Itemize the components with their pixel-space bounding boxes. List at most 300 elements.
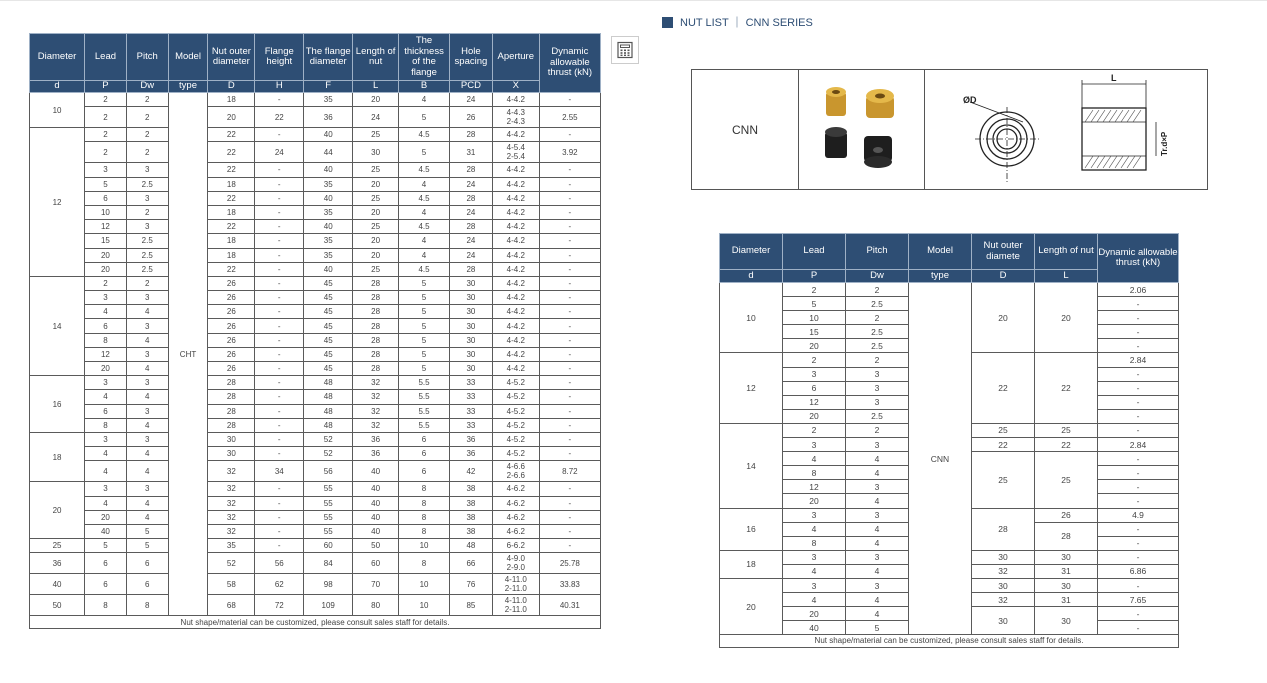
cht-flange-thickness-cell: 6 xyxy=(399,432,450,446)
cht-flange-thickness-cell: 5 xyxy=(399,107,450,128)
cht-lead-cell: 6 xyxy=(85,404,127,418)
cht-flange-diameter-cell: 45 xyxy=(304,291,353,305)
cht-length-cell: 20 xyxy=(353,205,399,219)
cnn-pitch-cell: 4 xyxy=(846,564,909,578)
cht-hole-spacing-cell: 42 xyxy=(450,461,493,482)
nut-photo-icon xyxy=(798,70,925,189)
cnn-diameter-cell: 14 xyxy=(720,423,783,508)
cht-customize-note: Nut shape/material can be customized, please consult sales staff for details. xyxy=(30,616,601,629)
cht-length-cell: 36 xyxy=(353,447,399,461)
cnn-length-cell: 22 xyxy=(1035,353,1098,423)
cht-length-cell: 40 xyxy=(353,461,399,482)
cht-row xyxy=(30,432,601,446)
cht-outer-diameter-cell: 32 xyxy=(208,496,255,510)
cht-row xyxy=(30,347,601,361)
cht-length-cell: 30 xyxy=(353,142,399,163)
cht-length-cell: 25 xyxy=(353,262,399,276)
cht-thrust-cell: - xyxy=(539,177,600,191)
cnn-lead-cell: 5 xyxy=(783,297,846,311)
cnn-pitch-cell: 3 xyxy=(846,367,909,381)
cht-length-cell: 28 xyxy=(353,291,399,305)
cht-pitch-cell: 2 xyxy=(126,128,168,142)
cht-outer-diameter-cell: 18 xyxy=(208,234,255,248)
cnn-outer-diameter-cell: 30 xyxy=(972,578,1035,592)
cnn-length-cell: 30 xyxy=(1035,550,1098,564)
cht-row xyxy=(30,93,601,107)
cnn-pitch-cell: 4 xyxy=(846,522,909,536)
cnn-thrust-cell: - xyxy=(1098,607,1179,621)
cht-diameter-cell: 50 xyxy=(30,595,85,616)
cht-aperture-cell: 4-9.0 2-9.0 xyxy=(492,553,539,574)
cht-row xyxy=(30,553,601,574)
cht-length-cell: 20 xyxy=(353,177,399,191)
cnn-pitch-cell: 3 xyxy=(846,438,909,452)
cht-outer-diameter-cell: 26 xyxy=(208,291,255,305)
cht-flange-thickness-cell: 8 xyxy=(399,510,450,524)
cnn-pitch-cell: 2 xyxy=(846,283,909,297)
cht-pitch-cell: 4 xyxy=(126,333,168,347)
cht-flange-diameter-cell: 45 xyxy=(304,319,353,333)
cnn-thrust-cell: - xyxy=(1098,466,1179,480)
cht-hole-spacing-cell: 24 xyxy=(450,177,493,191)
cht-outer-diameter-cell: 26 xyxy=(208,347,255,361)
cht-pitch-cell: 3 xyxy=(126,163,168,177)
cht-flange-height-cell: - xyxy=(255,319,304,333)
cht-thrust-cell: - xyxy=(539,262,600,276)
cht-pitch-cell: 3 xyxy=(126,319,168,333)
cnn-pitch-cell: 4 xyxy=(846,494,909,508)
cht-flange-height-cell: - xyxy=(255,333,304,347)
cnn-thrust-cell: - xyxy=(1098,409,1179,423)
cht-pitch-cell: 2.5 xyxy=(126,177,168,191)
cht-outer-diameter-cell: 26 xyxy=(208,362,255,376)
cht-hole-spacing-cell: 24 xyxy=(450,248,493,262)
cnn-thrust-cell: - xyxy=(1098,297,1179,311)
cht-lead-cell: 8 xyxy=(85,333,127,347)
sym-p: P xyxy=(85,81,127,93)
cnn-diameter-cell: 18 xyxy=(720,550,783,578)
cht-flange-diameter-cell: 44 xyxy=(304,142,353,163)
cht-flange-thickness-cell: 5 xyxy=(399,319,450,333)
cht-hole-spacing-cell: 28 xyxy=(450,128,493,142)
cnn-lead-cell: 20 xyxy=(783,409,846,423)
cht-outer-diameter-cell: 28 xyxy=(208,404,255,418)
calculator-button[interactable] xyxy=(611,36,639,64)
cht-aperture-cell: 4-4.2 xyxy=(492,305,539,319)
cht-pitch-cell: 4 xyxy=(126,447,168,461)
cht-pitch-cell: 2.5 xyxy=(126,262,168,276)
cht-pitch-cell: 8 xyxy=(126,595,168,616)
cht-pitch-cell: 3 xyxy=(126,376,168,390)
cnn-header-row xyxy=(720,234,1179,270)
cnn-lead-cell: 3 xyxy=(783,550,846,564)
cnn-thrust-cell: - xyxy=(1098,395,1179,409)
cnn-pitch-cell: 2.5 xyxy=(846,297,909,311)
cht-outer-diameter-cell: 28 xyxy=(208,418,255,432)
cnn-model-cell: CNN xyxy=(909,283,972,635)
cnn-pitch-cell: 3 xyxy=(846,508,909,522)
cnn-lead-cell: 4 xyxy=(783,564,846,578)
cht-lead-cell: 2 xyxy=(85,276,127,290)
cht-hole-spacing-cell: 30 xyxy=(450,276,493,290)
cnn-thrust-cell: - xyxy=(1098,621,1179,635)
sym-d: d xyxy=(30,81,85,93)
cht-lead-cell: 20 xyxy=(85,262,127,276)
cht-flange-thickness-cell: 4.5 xyxy=(399,128,450,142)
cht-aperture-cell: 4-4.2 xyxy=(492,205,539,219)
cnn-pitch-cell: 3 xyxy=(846,550,909,564)
cht-outer-diameter-cell: 22 xyxy=(208,142,255,163)
cnn-lead-cell: 12 xyxy=(783,395,846,409)
cnn-sym-type: type xyxy=(909,270,972,283)
cht-thrust-cell: - xyxy=(539,128,600,142)
cht-flange-thickness-cell: 10 xyxy=(399,574,450,595)
cnn-pitch-cell: 2.5 xyxy=(846,409,909,423)
cht-hole-spacing-cell: 38 xyxy=(450,524,493,538)
cht-flange-height-cell: - xyxy=(255,539,304,553)
cht-flange-thickness-cell: 5 xyxy=(399,347,450,361)
cht-thrust-cell: 33.83 xyxy=(539,574,600,595)
cht-thrust-cell: 3.92 xyxy=(539,142,600,163)
cht-length-cell: 28 xyxy=(353,362,399,376)
cht-hole-spacing-cell: 30 xyxy=(450,333,493,347)
cht-thrust-cell: - xyxy=(539,205,600,219)
cht-length-cell: 40 xyxy=(353,510,399,524)
cht-length-cell: 28 xyxy=(353,319,399,333)
cht-row xyxy=(30,539,601,553)
cnn-diameter-cell: 10 xyxy=(720,283,783,353)
top-divider xyxy=(0,0,1267,1)
cnn-sym-L: L xyxy=(1035,270,1098,283)
cht-flange-thickness-cell: 6 xyxy=(399,447,450,461)
cht-row xyxy=(30,319,601,333)
cht-flange-diameter-cell: 35 xyxy=(304,234,353,248)
cht-pitch-cell: 5 xyxy=(126,524,168,538)
cht-nut-table xyxy=(29,33,601,629)
cnn-table-body xyxy=(720,283,1179,635)
cht-row xyxy=(30,177,601,191)
col-aperture: Aperture xyxy=(492,34,539,81)
cht-flange-diameter-cell: 40 xyxy=(304,191,353,205)
cht-thrust-cell: - xyxy=(539,390,600,404)
cht-outer-diameter-cell: 22 xyxy=(208,128,255,142)
cht-diameter-cell: 25 xyxy=(30,539,85,553)
cht-length-cell: 80 xyxy=(353,595,399,616)
cht-pitch-cell: 6 xyxy=(126,553,168,574)
cht-lead-cell: 2 xyxy=(85,142,127,163)
cht-thrust-cell: - xyxy=(539,191,600,205)
cnn-lead-cell: 3 xyxy=(783,508,846,522)
cnn-lead-cell: 40 xyxy=(783,621,846,635)
cnn-col-pitch: Pitch xyxy=(846,234,909,270)
cnn-lead-cell: 4 xyxy=(783,522,846,536)
cnn-thrust-cell: - xyxy=(1098,536,1179,550)
cht-hole-spacing-cell: 38 xyxy=(450,496,493,510)
cht-lead-cell: 3 xyxy=(85,376,127,390)
cht-length-cell: 20 xyxy=(353,93,399,107)
cht-aperture-cell: 4-5.2 xyxy=(492,404,539,418)
cnn-lead-cell: 2 xyxy=(783,353,846,367)
cht-hole-spacing-cell: 28 xyxy=(450,191,493,205)
sym-B: B xyxy=(399,81,450,93)
cht-flange-height-cell: - xyxy=(255,128,304,142)
cht-aperture-cell: 4-4.2 xyxy=(492,333,539,347)
cht-hole-spacing-cell: 30 xyxy=(450,291,493,305)
sym-dw: Dw xyxy=(126,81,168,93)
cht-diameter-cell: 16 xyxy=(30,376,85,433)
cht-hole-spacing-cell: 76 xyxy=(450,574,493,595)
cnn-col-lead: Lead xyxy=(783,234,846,270)
cht-flange-height-cell: 62 xyxy=(255,574,304,595)
cht-aperture-cell: 4-5.2 xyxy=(492,432,539,446)
cnn-thrust-cell: 2.84 xyxy=(1098,438,1179,452)
cht-model-cell: CHT xyxy=(168,93,208,616)
cht-flange-thickness-cell: 5 xyxy=(399,333,450,347)
cnn-thrust-cell: - xyxy=(1098,381,1179,395)
cht-length-cell: 40 xyxy=(353,496,399,510)
cht-flange-diameter-cell: 40 xyxy=(304,220,353,234)
cnn-outer-diameter-cell: 32 xyxy=(972,564,1035,578)
cht-lead-cell: 4 xyxy=(85,496,127,510)
cht-length-cell: 40 xyxy=(353,482,399,496)
col-flange-thickness: The thickness of the flange xyxy=(399,34,450,81)
cht-length-cell: 32 xyxy=(353,404,399,418)
cht-outer-diameter-cell: 18 xyxy=(208,248,255,262)
cht-row xyxy=(30,595,601,616)
cnn-note-row xyxy=(720,635,1179,648)
cnn-lead-cell: 20 xyxy=(783,494,846,508)
cht-lead-cell: 4 xyxy=(85,447,127,461)
cnn-thrust-cell: - xyxy=(1098,550,1179,564)
cnn-thrust-cell: - xyxy=(1098,339,1179,353)
sym-type: type xyxy=(168,81,208,93)
cnn-lead-cell: 20 xyxy=(783,607,846,621)
cht-row xyxy=(30,574,601,595)
cnn-thrust-cell: 4.9 xyxy=(1098,508,1179,522)
cnn-sym-dw: Dw xyxy=(846,270,909,283)
cnn-outer-diameter-cell: 20 xyxy=(972,283,1035,353)
cht-flange-diameter-cell: 45 xyxy=(304,305,353,319)
cnn-pitch-cell: 2 xyxy=(846,353,909,367)
cht-flange-thickness-cell: 5 xyxy=(399,142,450,163)
cht-length-cell: 28 xyxy=(353,333,399,347)
cht-aperture-cell: 4-4.2 xyxy=(492,191,539,205)
cht-flange-diameter-cell: 35 xyxy=(304,93,353,107)
cnn-outer-diameter-cell: 28 xyxy=(972,508,1035,550)
cht-hole-spacing-cell: 85 xyxy=(450,595,493,616)
cht-hole-spacing-cell: 66 xyxy=(450,553,493,574)
cnn-outer-diameter-cell: 30 xyxy=(972,607,1035,635)
cht-thrust-cell: - xyxy=(539,93,600,107)
cnn-pitch-cell: 4 xyxy=(846,466,909,480)
series-title-text: NUT LIST ｜ CNN SERIES xyxy=(680,17,813,29)
cnn-lead-cell: 15 xyxy=(783,325,846,339)
cht-flange-diameter-cell: 55 xyxy=(304,482,353,496)
cht-outer-diameter-cell: 30 xyxy=(208,432,255,446)
cht-aperture-cell: 4-4.2 xyxy=(492,276,539,290)
cht-row xyxy=(30,248,601,262)
cht-diameter-cell: 10 xyxy=(30,93,85,128)
cnn-pitch-cell: 2 xyxy=(846,311,909,325)
sym-pcd: PCD xyxy=(450,81,493,93)
cht-row xyxy=(30,333,601,347)
cht-thrust-cell: - xyxy=(539,305,600,319)
cht-thrust-cell: 2.55 xyxy=(539,107,600,128)
cnn-thrust-cell: - xyxy=(1098,452,1179,466)
cht-row xyxy=(30,482,601,496)
cht-flange-height-cell: - xyxy=(255,482,304,496)
cht-length-cell: 32 xyxy=(353,390,399,404)
cht-outer-diameter-cell: 18 xyxy=(208,177,255,191)
cht-length-cell: 25 xyxy=(353,163,399,177)
cht-note-row xyxy=(30,616,601,629)
cnn-col-dynamic-thrust: Dynamic allowable thrust (kN) xyxy=(1098,234,1179,283)
cht-thrust-cell: - xyxy=(539,248,600,262)
cht-flange-diameter-cell: 55 xyxy=(304,496,353,510)
cht-flange-diameter-cell: 55 xyxy=(304,524,353,538)
cnn-lead-cell: 10 xyxy=(783,311,846,325)
sym-H: H xyxy=(255,81,304,93)
cht-hole-spacing-cell: 28 xyxy=(450,163,493,177)
cht-thrust-cell: - xyxy=(539,432,600,446)
cht-aperture-cell: 4-4.2 xyxy=(492,262,539,276)
cnn-pitch-cell: 4 xyxy=(846,593,909,607)
cht-row xyxy=(30,418,601,432)
cht-outer-diameter-cell: 22 xyxy=(208,191,255,205)
cht-pitch-cell: 2 xyxy=(126,142,168,163)
calculator-icon xyxy=(616,41,634,59)
cnn-sym-D: D xyxy=(972,270,1035,283)
cht-header-row xyxy=(30,34,601,81)
cht-aperture-cell: 4-11.0 2-11.0 xyxy=(492,595,539,616)
cht-row xyxy=(30,262,601,276)
cht-row xyxy=(30,276,601,290)
cht-length-cell: 60 xyxy=(353,553,399,574)
cht-pitch-cell: 4 xyxy=(126,305,168,319)
col-hole-spacing: Hole spacing xyxy=(450,34,493,81)
cht-diameter-cell: 18 xyxy=(30,432,85,481)
cht-pitch-cell: 4 xyxy=(126,510,168,524)
cht-length-cell: 20 xyxy=(353,248,399,262)
cht-lead-cell: 12 xyxy=(85,347,127,361)
cnn-diameter-cell: 12 xyxy=(720,353,783,423)
cht-aperture-cell: 4-4.2 xyxy=(492,347,539,361)
cht-flange-thickness-cell: 8 xyxy=(399,553,450,574)
series-title xyxy=(662,14,813,30)
cht-flange-height-cell: - xyxy=(255,376,304,390)
cht-flange-thickness-cell: 4 xyxy=(399,177,450,191)
cnn-thrust-cell: 7.65 xyxy=(1098,593,1179,607)
cht-thrust-cell: - xyxy=(539,276,600,290)
cht-lead-cell: 2 xyxy=(85,93,127,107)
cht-length-cell: 28 xyxy=(353,305,399,319)
cht-flange-diameter-cell: 48 xyxy=(304,376,353,390)
cht-thrust-cell: - xyxy=(539,163,600,177)
cht-flange-thickness-cell: 8 xyxy=(399,524,450,538)
cht-thrust-cell: - xyxy=(539,220,600,234)
cht-flange-thickness-cell: 8 xyxy=(399,496,450,510)
cht-outer-diameter-cell: 32 xyxy=(208,461,255,482)
cht-row xyxy=(30,376,601,390)
cht-pitch-cell: 3 xyxy=(126,404,168,418)
cnn-lead-cell: 2 xyxy=(783,283,846,297)
cht-pitch-cell: 2 xyxy=(126,93,168,107)
cht-aperture-cell: 4-4.2 xyxy=(492,128,539,142)
cht-thrust-cell: - xyxy=(539,376,600,390)
cht-row xyxy=(30,404,601,418)
cht-pitch-cell: 4 xyxy=(126,496,168,510)
cnn-outer-diameter-cell: 25 xyxy=(972,452,1035,508)
cht-hole-spacing-cell: 38 xyxy=(450,510,493,524)
cnn-thrust-cell: - xyxy=(1098,311,1179,325)
cht-flange-thickness-cell: 5 xyxy=(399,305,450,319)
cht-flange-thickness-cell: 4 xyxy=(399,248,450,262)
cnn-row xyxy=(720,283,1179,297)
cnn-sym-d: d xyxy=(720,270,783,283)
cht-flange-thickness-cell: 5 xyxy=(399,276,450,290)
cht-aperture-cell: 4-5.2 xyxy=(492,376,539,390)
cnn-length-cell: 20 xyxy=(1035,283,1098,353)
sym-x: X xyxy=(492,81,539,93)
cht-row xyxy=(30,191,601,205)
cht-hole-spacing-cell: 31 xyxy=(450,142,493,163)
cht-hole-spacing-cell: 30 xyxy=(450,362,493,376)
cht-hole-spacing-cell: 36 xyxy=(450,447,493,461)
cht-outer-diameter-cell: 26 xyxy=(208,319,255,333)
cht-aperture-cell: 4-4.2 xyxy=(492,248,539,262)
cht-flange-height-cell: - xyxy=(255,205,304,219)
cht-outer-diameter-cell: 52 xyxy=(208,553,255,574)
cht-length-cell: 25 xyxy=(353,220,399,234)
cnn-outer-diameter-cell: 22 xyxy=(972,353,1035,423)
cht-hole-spacing-cell: 33 xyxy=(450,376,493,390)
col-flange-diameter: The flange diameter xyxy=(304,34,353,81)
cht-flange-height-cell: - xyxy=(255,93,304,107)
cnn-lead-cell: 2 xyxy=(783,423,846,437)
cht-aperture-cell: 4-6.2 xyxy=(492,482,539,496)
cht-pitch-cell: 4 xyxy=(126,390,168,404)
cnn-col-diameter: Diameter xyxy=(720,234,783,270)
cht-row xyxy=(30,524,601,538)
sym-D: D xyxy=(208,81,255,93)
cht-outer-diameter-cell: 26 xyxy=(208,305,255,319)
cnn-outer-diameter-cell: 22 xyxy=(972,438,1035,452)
cht-flange-thickness-cell: 4 xyxy=(399,93,450,107)
cht-row xyxy=(30,362,601,376)
cht-flange-height-cell: 24 xyxy=(255,142,304,163)
cht-aperture-cell: 4-6.2 xyxy=(492,524,539,538)
cnn-outer-diameter-cell: 32 xyxy=(972,593,1035,607)
cht-outer-diameter-cell: 18 xyxy=(208,93,255,107)
cht-length-cell: 70 xyxy=(353,574,399,595)
cht-thrust-cell: - xyxy=(539,447,600,461)
cnn-customize-note: Nut shape/material can be customized, please consult sales staff for details. xyxy=(720,635,1179,648)
sym-L: L xyxy=(353,81,399,93)
cht-pitch-cell: 4 xyxy=(126,362,168,376)
cht-outer-diameter-cell: 22 xyxy=(208,262,255,276)
cnn-col-nut-outer-diameter: Nut outer diamete xyxy=(972,234,1035,270)
cht-flange-diameter-cell: 60 xyxy=(304,539,353,553)
cht-flange-diameter-cell: 40 xyxy=(304,128,353,142)
cht-symbol-row xyxy=(30,81,601,93)
cht-lead-cell: 3 xyxy=(85,163,127,177)
cht-diameter-cell: 20 xyxy=(30,482,85,539)
cht-pitch-cell: 5 xyxy=(126,539,168,553)
cht-row xyxy=(30,496,601,510)
cht-hole-spacing-cell: 38 xyxy=(450,482,493,496)
cht-pitch-cell: 3 xyxy=(126,191,168,205)
cnn-lead-cell: 4 xyxy=(783,593,846,607)
